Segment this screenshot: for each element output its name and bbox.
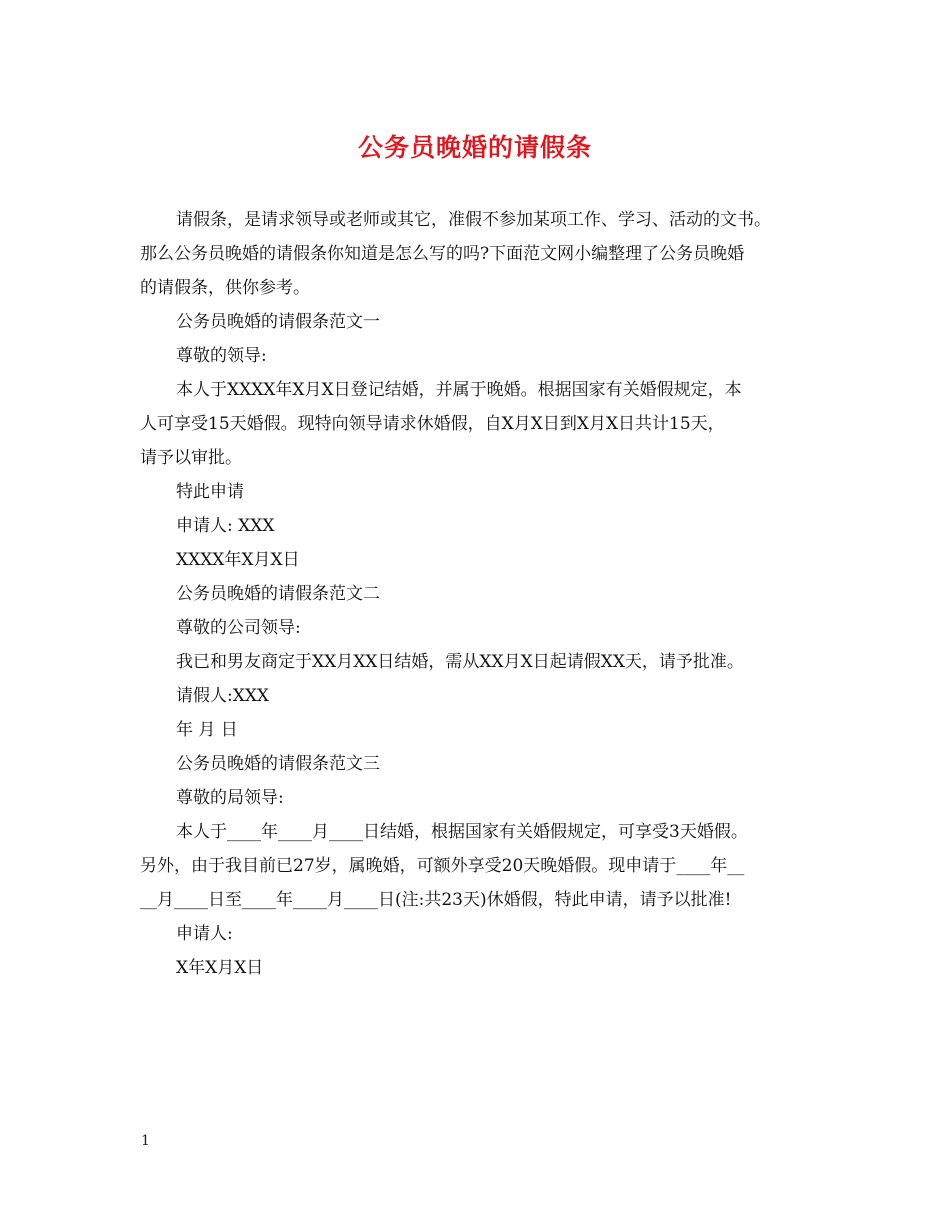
- sample-heading-2: 公务员晚婚的请假条范文二: [176, 584, 380, 604]
- salutation-1: 尊敬的领导:: [176, 346, 267, 366]
- applicant-3: 申请人:: [176, 924, 233, 944]
- intro-line-1: 请假条，是请求领导或老师或其它，准假不参加某项工作、学习、活动的文书。: [176, 210, 771, 230]
- sample-3-line-3: __月____日至____年____月____日(注:共23天)休婚假，特此申请，请予以批准!: [140, 890, 732, 910]
- sample-3-line-2: 另外，由于我目前已27岁，属晚婚，可额外享受20天晚婚假。现申请于____年__: [140, 856, 745, 876]
- salutation-3: 尊敬的局领导:: [176, 788, 284, 808]
- page-number: 1: [141, 1133, 150, 1149]
- applicant-1: 申请人: XXX: [176, 516, 275, 536]
- applicant-2: 请假人:XXX: [176, 686, 270, 706]
- salutation-2: 尊敬的公司领导:: [176, 618, 301, 638]
- sample-1-line-3: 请予以审批。: [140, 448, 242, 468]
- closing-1: 特此申请: [176, 482, 244, 502]
- intro-line-3: 的请假条，供你参考。: [140, 278, 310, 298]
- sample-2-line-1: 我已和男友商定于XX月XX日结婚，需从XX月X日起请假XX天，请予批准。: [176, 652, 744, 672]
- sample-3-line-1: 本人于____年____月____日结婚，根据国家有关婚假规定，可享受3天婚假。: [176, 822, 748, 842]
- sample-heading-3: 公务员晚婚的请假条范文三: [176, 754, 380, 774]
- date-2: 年 月 日: [176, 720, 238, 740]
- sample-heading-1: 公务员晚婚的请假条范文一: [176, 312, 380, 332]
- date-1: XXXX年X月X日: [176, 550, 300, 570]
- document-title: 公务员晚婚的请假条: [357, 133, 592, 162]
- intro-line-2: 那么公务员晚婚的请假条你知道是怎么写的吗?下面范文网小编整理了公务员晚婚: [140, 244, 745, 264]
- sample-1-line-2: 人可享受15天婚假。现特向领导请求休婚假，自X月X日到X月X日共计15天，: [140, 414, 725, 434]
- document-body: [140, 203, 812, 985]
- date-3: X年X月X日: [176, 958, 264, 978]
- sample-1-line-1: 本人于XXXX年X月X日登记结婚，并属于晚婚。根据国家有关婚假规定，本: [176, 380, 742, 400]
